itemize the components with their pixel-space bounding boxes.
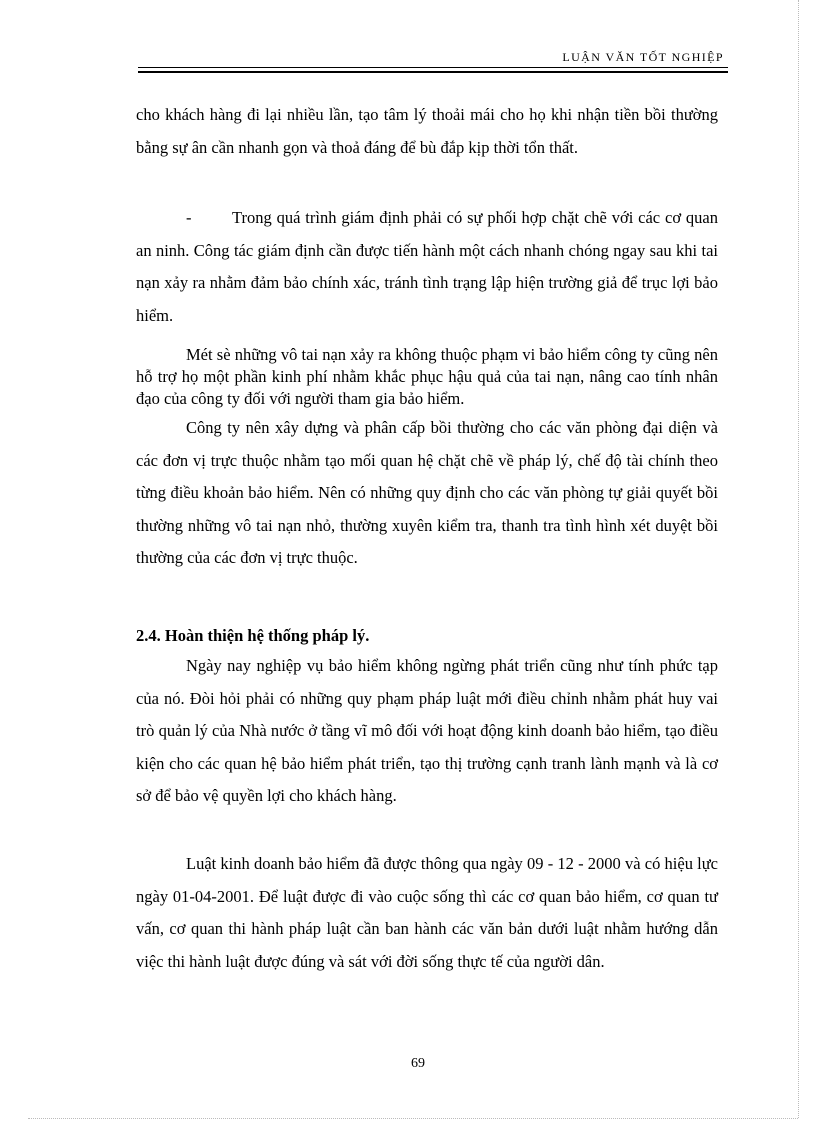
paragraph-insurance-law: Luật kinh doanh bảo hiểm đã được thông qua ngày 09 - 12 - 2000 và có hiệu lực ngày 01-04-2001. Để luật được đi vào cuộc sống thì các cơ quan bảo hiểm, cơ quan tư vấn, cơ quan thi hành pháp luật cần ban hành các văn bản dưới luật nhằm hướng dẫn việc thi hành luật được đúng và sát với đời sống thực tế của người dân. <box>136 854 718 971</box>
body-block-5 <box>136 624 718 648</box>
body-block-6 <box>136 650 718 813</box>
bullet-dash: - <box>186 208 192 227</box>
header-rule-thin <box>138 67 728 68</box>
bullet-paragraph-text: Trong quá trình giám định phải có sự phối hợp chặt chẽ với các cơ quan an ninh. Công tác giám định cần được tiến hành một cách nhanh chóng ngay sau khi tai nạn xảy ra nhằm đảm bảo chính xác, tránh tình trạng lập hiện trường giả để trục lợi bảo hiểm. <box>136 208 718 325</box>
paragraph-decentralization: Công ty nên xây dựng và phân cấp bồi thường cho các văn phòng đại diện và các đơn vị trực thuộc nhằm tạo mối quan hệ chặt chẽ về pháp lý, chế độ tài chính theo từng điều khoản bảo hiểm. Nên có những quy định cho các văn phòng tự giải quyết bồi thường những vô tai nạn nhỏ, thường xuyên kiểm tra, thanh tra tình hình xét duyệt bồi thường của các đơn vị trực thuộc. <box>136 418 718 567</box>
page-border-right <box>798 0 799 1118</box>
page-number: 69 <box>411 1056 425 1071</box>
bullet-paragraph <box>136 202 718 332</box>
header-rule-thick <box>138 71 728 73</box>
page-border-bottom <box>28 1118 798 1119</box>
body-block-4 <box>136 412 718 575</box>
body-block-1 <box>136 99 718 164</box>
body-block-7 <box>136 848 718 978</box>
paragraph-support: Mét sè những vô tai nạn xảy ra không thuộc phạm vi bảo hiểm công ty cũng nên hỗ trợ họ một phần kinh phí nhằm khắc phục hậu quả của tai nạn, nâng cao tính nhân đạo của công ty đối với người tham gia bảo hiểm. <box>136 345 718 408</box>
paragraph-legal-system: Ngày nay nghiệp vụ bảo hiểm không ngừng phát triển cũng như tính phức tạp của nó. Đòi hỏi phải có những quy phạm pháp luật mới điều chỉnh nhằm phát huy vai trò quản lý của Nhà nước ở tầng vĩ mô đối với hoạt động kinh doanh bảo hiểm, tạo điều kiện cho các quan hệ bảo hiểm phát triển, tạo thị trường cạnh tranh lành mạnh và là cơ sở để bảo vệ quyền lợi cho khách hàng. <box>136 656 718 805</box>
body-block-3 <box>136 344 718 410</box>
section-heading: 2.4. Hoàn thiện hệ thống pháp lý. <box>136 626 370 645</box>
paragraph-continuation: cho khách hàng đi lại nhiều lần, tạo tâm lý thoải mái cho họ khi nhận tiền bồi thường bằng sự ân cần nhanh gọn và thoả đáng để bù đắp kịp thời tổn thất. <box>136 105 718 157</box>
running-header-title: LUẬN VĂN TỐT NGHIỆP <box>562 50 724 64</box>
body-block-2 <box>136 202 718 332</box>
